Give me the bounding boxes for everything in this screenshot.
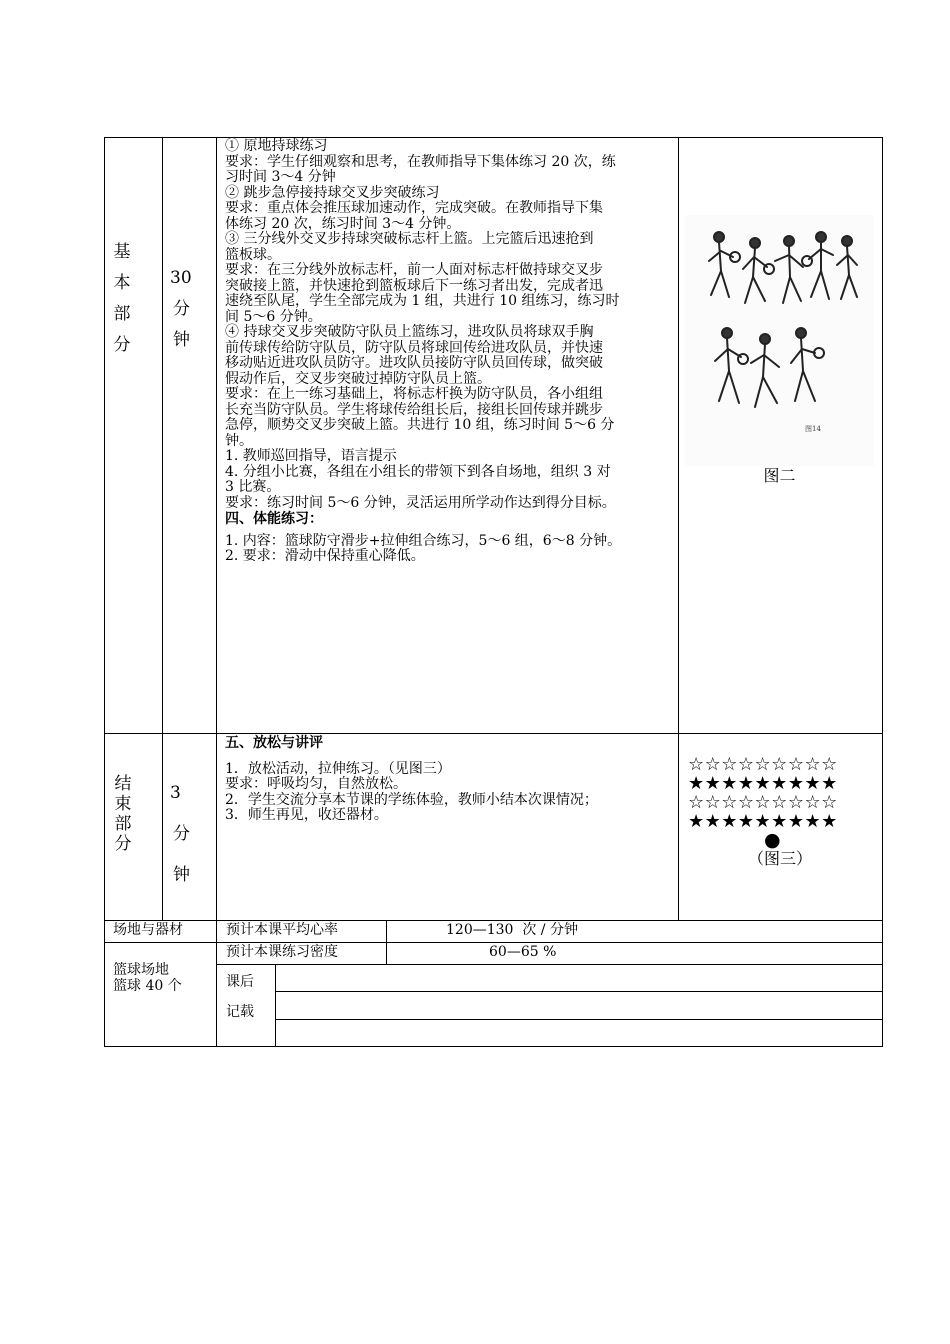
content-line: 要求：学生仔细观察和思考，在教师指导下集体练习 20 次，练	[225, 153, 616, 170]
footer-value-divider	[386, 920, 387, 965]
content-line: ④ 持球交叉步突破防守队员上篮练习，进攻队员将球双手胸	[225, 324, 594, 340]
basic-content	[225, 139, 675, 565]
content-line: ③ 三分线外交叉步持球突破标志杆上篮。上完篮后迅速抢到	[225, 231, 594, 247]
formation-row-filled: ★★★★★★★★★	[688, 773, 838, 794]
column-divider-2	[216, 137, 217, 1047]
row-divider-heart-rate	[104, 942, 883, 943]
content-line: 体练习 20 次，练习时间 3～4 分钟。	[225, 215, 461, 232]
section-heading-fitness: 四、体能练习：	[225, 511, 323, 527]
table-bottom-border	[104, 1046, 883, 1047]
teacher-position-icon: ●	[764, 829, 781, 851]
basketball-drill-figure	[685, 215, 874, 466]
table-top-border	[104, 137, 883, 138]
end-section-label: 结 束 部 分	[114, 774, 132, 854]
formation-row-filled: ★★★★★★★★★	[688, 811, 838, 832]
end-time: 3 分 钟	[170, 783, 190, 885]
content-line: 要求：呼吸均匀，自然放松。	[225, 776, 407, 792]
content-line: 2．学生交流分享本节课的学练体验，教师小结本次课情况；	[225, 791, 598, 808]
content-line: 长充当防守队员。学生将球传给组长后，接组长回传球并跳步	[225, 401, 603, 418]
content-line: 急停，顺势交叉步突破上篮。共进行 10 组，练习时间 5～6 分	[225, 417, 615, 433]
content-line: 前传球传给防守队员，防守队员将球回传给进攻队员，并快速	[225, 339, 603, 356]
content-line: 要求：重点体会推压球加速动作，完成突破。在教师指导下集	[225, 200, 603, 216]
notes-line-1	[275, 991, 883, 992]
row-divider-basic-end	[104, 733, 883, 734]
content-line: ① 原地持球练习	[225, 138, 328, 154]
student-formation	[688, 755, 838, 831]
end-content	[225, 736, 675, 824]
content-line: 要求：练习时间 5～6 分钟，灵活运用所学动作达到得分目标。	[225, 494, 616, 511]
content-line: 2. 要求：滑动中保持重心降低。	[225, 548, 425, 564]
content-line: 钟。	[225, 432, 253, 449]
column-divider-1	[162, 137, 163, 920]
venue-equipment-label: 场地与器材	[113, 922, 183, 938]
figure-2-caption: 图二	[763, 466, 796, 485]
row-divider-density	[216, 964, 883, 965]
heart-rate-value: 120—130 次 / 分钟	[446, 922, 578, 938]
content-line: 突破接上篮，并快速抢到篮板球后下一练习者出发，完成者迅	[225, 277, 603, 294]
content-line: 假动作后，交叉步突破过掉防守队员上篮。	[225, 370, 491, 387]
content-line: 3 比赛。	[225, 479, 281, 495]
figure-3-caption: （图三）	[748, 849, 813, 868]
content-line: 速绕至队尾，学生全部完成为 1 组，共进行 10 组练习，练习时	[225, 293, 620, 309]
practice-density-value: 60—65 %	[489, 944, 557, 960]
content-line: 间 5～6 分钟。	[225, 308, 322, 325]
practice-density-label: 预计本课练习密度	[226, 944, 338, 960]
notes-label-divider	[275, 964, 276, 1047]
basic-time: 30 分 钟	[170, 268, 192, 350]
table-right-border	[882, 137, 883, 1047]
basic-section-label: 基 本 部 分	[113, 242, 131, 355]
content-line: 3．师生再见，收还器材。	[225, 807, 388, 823]
formation-row-open: ☆☆☆☆☆☆☆☆☆	[688, 754, 838, 775]
content-line: 要求：在上一练习基础上，将标志杆换为防守队员，各小组组	[225, 386, 603, 402]
post-class-notes-label: 课后 记载	[226, 974, 254, 1020]
figure-tag-label: 图14	[805, 425, 821, 433]
content-line: 1. 教师巡回指导，语言提示	[225, 448, 397, 464]
basketball-players-illustration	[685, 215, 874, 466]
formation-row-open: ☆☆☆☆☆☆☆☆☆	[688, 792, 838, 813]
section-heading-relax: 五、放松与讲评	[225, 735, 323, 751]
row-divider-end-footer	[104, 920, 883, 921]
table-left-border	[104, 137, 105, 1047]
content-line: 4. 分组小比赛，各组在小组长的带领下到各自场地，组织 3 对	[225, 463, 611, 480]
heart-rate-label: 预计本课平均心率	[226, 922, 338, 938]
content-line: 1．放松活动，拉伸练习。（见图三）	[225, 760, 451, 777]
content-line: 习时间 3～4 分钟	[225, 169, 336, 185]
venue-details: 篮球场地 篮球 40 个	[113, 962, 182, 994]
column-divider-3	[678, 137, 679, 920]
content-line: 要求：在三分线外放标志杆，前一人面对标志杆做持球交叉步	[225, 262, 603, 278]
content-line: ② 跳步急停接持球交叉步突破练习	[225, 184, 440, 201]
content-line: 移动贴近进攻队员防守。进攻队员接防守队员回传球，做突破	[225, 355, 603, 371]
content-line: 篮板球。	[225, 246, 281, 263]
content-line: 1. 内容：篮球防守滑步+拉伸组合练习，5～6 组，6～8 分钟。	[225, 532, 622, 549]
notes-line-2	[275, 1019, 883, 1020]
